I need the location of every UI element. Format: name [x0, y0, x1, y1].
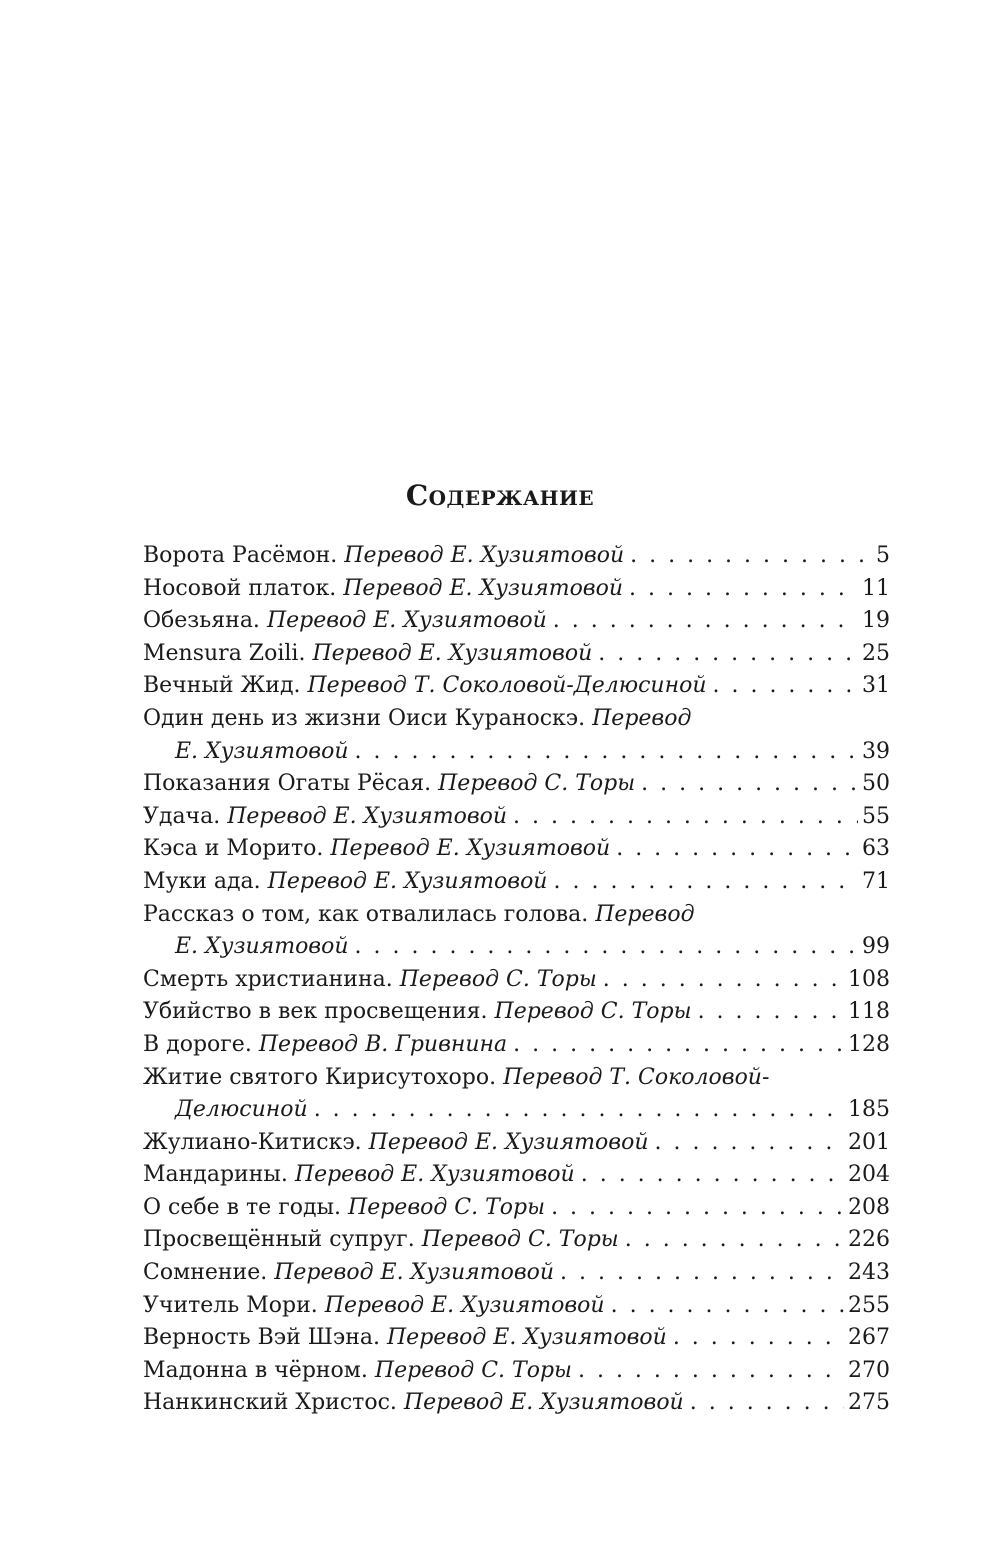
toc-entry[interactable]: [143, 1127, 890, 1160]
toc-entry[interactable]: [143, 703, 890, 768]
dot-leader: [578, 1355, 844, 1388]
translator-credit: Перевод Е. Хузиятовой: [386, 1325, 667, 1351]
story-title: Смерть христианина.: [143, 966, 393, 992]
toc-entry[interactable]: [143, 1224, 890, 1257]
dot-leader: [629, 573, 858, 606]
dot-leader: [560, 1257, 844, 1290]
story-title: Жулиано-Китискэ.: [143, 1129, 362, 1155]
dot-leader: [698, 996, 844, 1029]
translator-credit: Перевод Е. Хузиятовой: [324, 1292, 605, 1318]
translator-credit: Перевод Е. Хузиятовой: [330, 836, 611, 862]
story-title: Убийство в век просвещения.: [143, 999, 488, 1025]
dot-leader: [616, 833, 858, 866]
story-title: Вечный Жид.: [143, 673, 301, 699]
page-number: 185: [848, 1097, 890, 1123]
page-number: 50: [862, 771, 890, 797]
translator-credit: Перевод Т. Соколовой-Делюсиной: [307, 673, 707, 699]
story-title: Ворота Расёмон.: [143, 543, 338, 568]
page-number: 25: [862, 640, 890, 666]
dot-leader: [611, 1290, 844, 1323]
toc-entry[interactable]: [143, 1192, 890, 1225]
story-title: Муки ада.: [143, 868, 261, 894]
dot-leader: [553, 866, 858, 899]
translator-credit: Перевод С. Торы: [438, 771, 636, 797]
translator-credit: Перевод: [595, 901, 695, 927]
page-number: 243: [848, 1260, 890, 1286]
dot-leader: [513, 801, 858, 834]
translator-credit: Перевод Е. Хузиятовой: [227, 803, 508, 829]
toc-entry[interactable]: [143, 899, 890, 964]
translator-credit: Перевод С. Торы: [421, 1227, 619, 1253]
translator-credit: Перевод Е. Хузиятовой: [403, 1390, 684, 1416]
story-title: В дороге.: [143, 1031, 252, 1057]
dot-leader: [690, 1387, 844, 1420]
page-title: Содержание: [405, 479, 595, 512]
translator-credit: Перевод Е. Хузиятовой: [274, 1260, 555, 1286]
toc-entry[interactable]: [143, 768, 890, 801]
dot-leader: [641, 768, 858, 801]
story-title: Житие святого Кирисутохоро.: [143, 1064, 497, 1090]
translator-credit: Перевод Е. Хузиятовой: [267, 868, 548, 894]
story-title: Рассказ о том, как отвалилась голова.: [143, 901, 589, 927]
page-number: 128: [848, 1031, 890, 1057]
toc-entry[interactable]: [143, 670, 890, 703]
toc-entry[interactable]: [143, 964, 890, 997]
page-number: 11: [862, 575, 890, 601]
story-title: Просвещённый супруг.: [143, 1227, 415, 1253]
page-number: 201: [848, 1129, 890, 1155]
translator-credit-continued: Е. Хузиятовой: [175, 738, 349, 764]
translator-credit: Перевод С. Торы: [494, 999, 692, 1025]
translator-credit-continued: Делюсиной: [175, 1097, 308, 1123]
page-number: 255: [848, 1292, 890, 1318]
story-title: Мандарины.: [143, 1162, 288, 1188]
toc-entry[interactable]: [143, 605, 890, 638]
story-title: О себе в те годы.: [143, 1194, 342, 1220]
story-title: Кэса и Морито.: [143, 836, 324, 862]
story-title: Носовой платок.: [143, 575, 337, 601]
dot-leader: [553, 605, 858, 638]
story-title: Мадонна в чёрном.: [143, 1357, 368, 1383]
toc-entry[interactable]: [143, 1387, 890, 1420]
translator-credit: Перевод Е. Хузиятовой: [266, 608, 547, 634]
toc-entry[interactable]: [143, 996, 890, 1029]
page-number: 55: [862, 803, 890, 829]
story-title: Удача.: [143, 803, 221, 829]
dot-leader: [355, 736, 858, 769]
translator-credit: Перевод Т. Соколовой-: [503, 1064, 770, 1090]
page-number: 108: [848, 966, 890, 992]
toc-entry[interactable]: [143, 1355, 890, 1388]
translator-credit: Перевод С. Торы: [348, 1194, 546, 1220]
page-number: 275: [848, 1390, 890, 1416]
dot-leader: [655, 1127, 845, 1160]
dot-leader: [630, 540, 872, 573]
story-title: Верность Вэй Шэна.: [143, 1325, 380, 1351]
toc-entry[interactable]: [143, 540, 890, 573]
page-number: 5: [876, 543, 890, 568]
table-of-contents: [143, 540, 890, 1420]
translator-credit: Перевод С. Торы: [374, 1357, 572, 1383]
page-number: 71: [862, 868, 890, 894]
dot-leader: [513, 1029, 844, 1062]
story-title: Сомнение.: [143, 1260, 268, 1286]
dot-leader: [603, 964, 844, 997]
translator-credit: Перевод: [592, 705, 692, 731]
page-number: 39: [862, 738, 890, 764]
page-number: 19: [862, 608, 890, 634]
page-number: 270: [848, 1357, 890, 1383]
toc-entry[interactable]: [143, 1322, 890, 1355]
translator-credit: Перевод Е. Хузиятовой: [294, 1162, 575, 1188]
page-number: 31: [862, 673, 890, 699]
translator-credit: Перевод С. Торы: [399, 966, 597, 992]
dot-leader: [598, 638, 858, 671]
toc-entry[interactable]: [143, 638, 890, 671]
translator-credit: Перевод Е. Хузиятовой: [344, 543, 625, 568]
story-title: Показания Огаты Рёсая.: [143, 771, 432, 797]
story-title: Нанкинский Христос.: [143, 1390, 397, 1416]
dot-leader: [314, 1094, 844, 1127]
translator-credit: Перевод Е. Хузиятовой: [368, 1129, 649, 1155]
toc-entry[interactable]: [143, 1290, 890, 1323]
page-number: 267: [848, 1325, 890, 1351]
dot-leader: [581, 1159, 844, 1192]
dot-leader: [673, 1322, 844, 1355]
toc-entry[interactable]: [143, 1029, 890, 1062]
toc-entry[interactable]: [143, 1062, 890, 1127]
dot-leader: [625, 1224, 844, 1257]
story-title: Учитель Мори.: [143, 1292, 318, 1318]
page-number: 118: [848, 999, 890, 1025]
story-title: Обезьяна.: [143, 608, 260, 634]
translator-credit: Перевод Е. Хузиятовой: [343, 575, 624, 601]
toc-entry[interactable]: [143, 866, 890, 899]
translator-credit: Перевод Е. Хузиятовой: [312, 640, 593, 666]
page-number: 204: [848, 1162, 890, 1188]
toc-entry[interactable]: [143, 573, 890, 606]
toc-entry[interactable]: [143, 1159, 890, 1192]
story-title: Mensura Zoili.: [143, 640, 306, 666]
story-title: Один день из жизни Оиси Кураноскэ.: [143, 705, 586, 731]
page-number: 208: [848, 1194, 890, 1220]
toc-entry[interactable]: [143, 1257, 890, 1290]
dot-leader: [355, 931, 858, 964]
page-number: 99: [862, 934, 890, 960]
dot-leader: [551, 1192, 844, 1225]
translator-credit-continued: Е. Хузиятовой: [175, 934, 349, 960]
toc-entry[interactable]: [143, 801, 890, 834]
dot-leader: [712, 670, 858, 703]
page-number: 63: [862, 836, 890, 862]
page-number: 226: [848, 1227, 890, 1253]
toc-entry[interactable]: [143, 833, 890, 866]
translator-credit: Перевод В. Гривнина: [258, 1031, 508, 1057]
